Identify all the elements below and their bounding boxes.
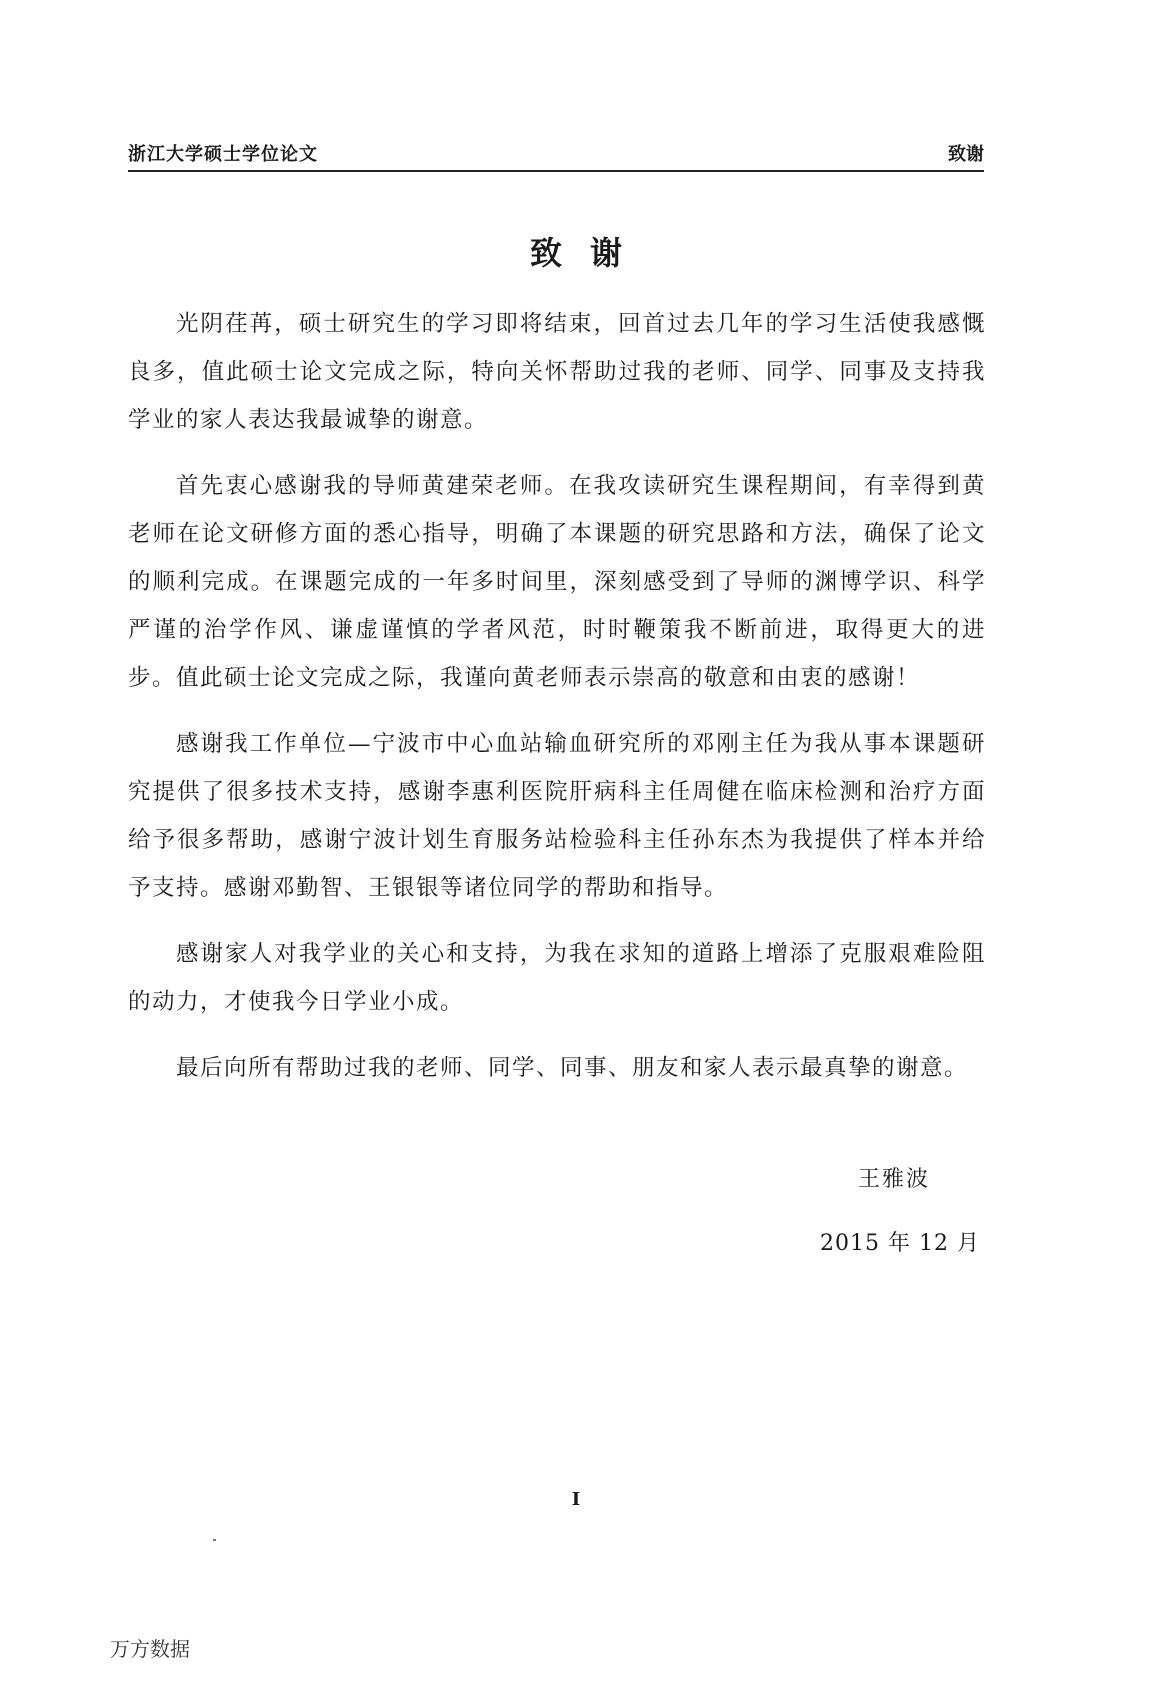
paragraph: 感谢我工作单位—宁波市中心血站输血研究所的邓刚主任为我从事本课题研究提供了很多技术支持，感谢李惠利医院肝病科主任周健在临床检测和治疗方面给予很多帮助，感谢宁波计划生育服务站检验科主任孙东杰为我提供了样本并给予支持。感谢邓勤智、王银银等诸位同学的帮助和指导。 — [128, 731, 986, 901]
paragraph: 光阴荏苒，硕士研究生的学习即将结束，回首过去几年的学习生活使我感慨良多，值此硕士论文完成之际，特向关怀帮助过我的老师、同学、同事及支持我学业的家人表达我最诚挚的谢意。 — [128, 311, 986, 433]
watermark: 万方数据 — [110, 1637, 190, 1661]
paragraph: 首先衷心感谢我的导师黄建荣老师。在我攻读研究生课程期间，有幸得到黄老师在论文研修方面的悉心指导，明确了本课题的研究思路和方法，确保了论文的顺利完成。在课题完成的一年多时间里，深刻感受到了导师的渊博学识、科学严谨的治学作风、谦虚谨慎的学者风范，时时鞭策我不断前进，取得更大的进步。值此硕士论文完成之际，我谨向黄老师表示崇高的敬意和由衷的感谢！ — [128, 473, 986, 691]
scan-speck — [213, 1539, 216, 1541]
author-signature: 王雅波 — [858, 1167, 931, 1192]
acknowledgement-body — [128, 300, 986, 1110]
signature-date: 2015 年 12 月 — [820, 1231, 980, 1256]
running-header — [128, 136, 984, 172]
header-thesis-name: 浙江大学硕士学位论文 — [128, 144, 318, 165]
header-section-name: 致谢 — [948, 144, 984, 165]
page-number: I — [571, 1489, 581, 1510]
paragraph: 最后向所有帮助过我的老师、同学、同事、朋友和家人表示最真挚的谢意。 — [176, 1055, 969, 1081]
paragraph: 感谢家人对我学业的关心和支持，为我在求知的道路上增添了克服艰难险阻的动力，才使我今日学业小成。 — [128, 941, 986, 1015]
page-title: 致谢 — [529, 234, 650, 272]
